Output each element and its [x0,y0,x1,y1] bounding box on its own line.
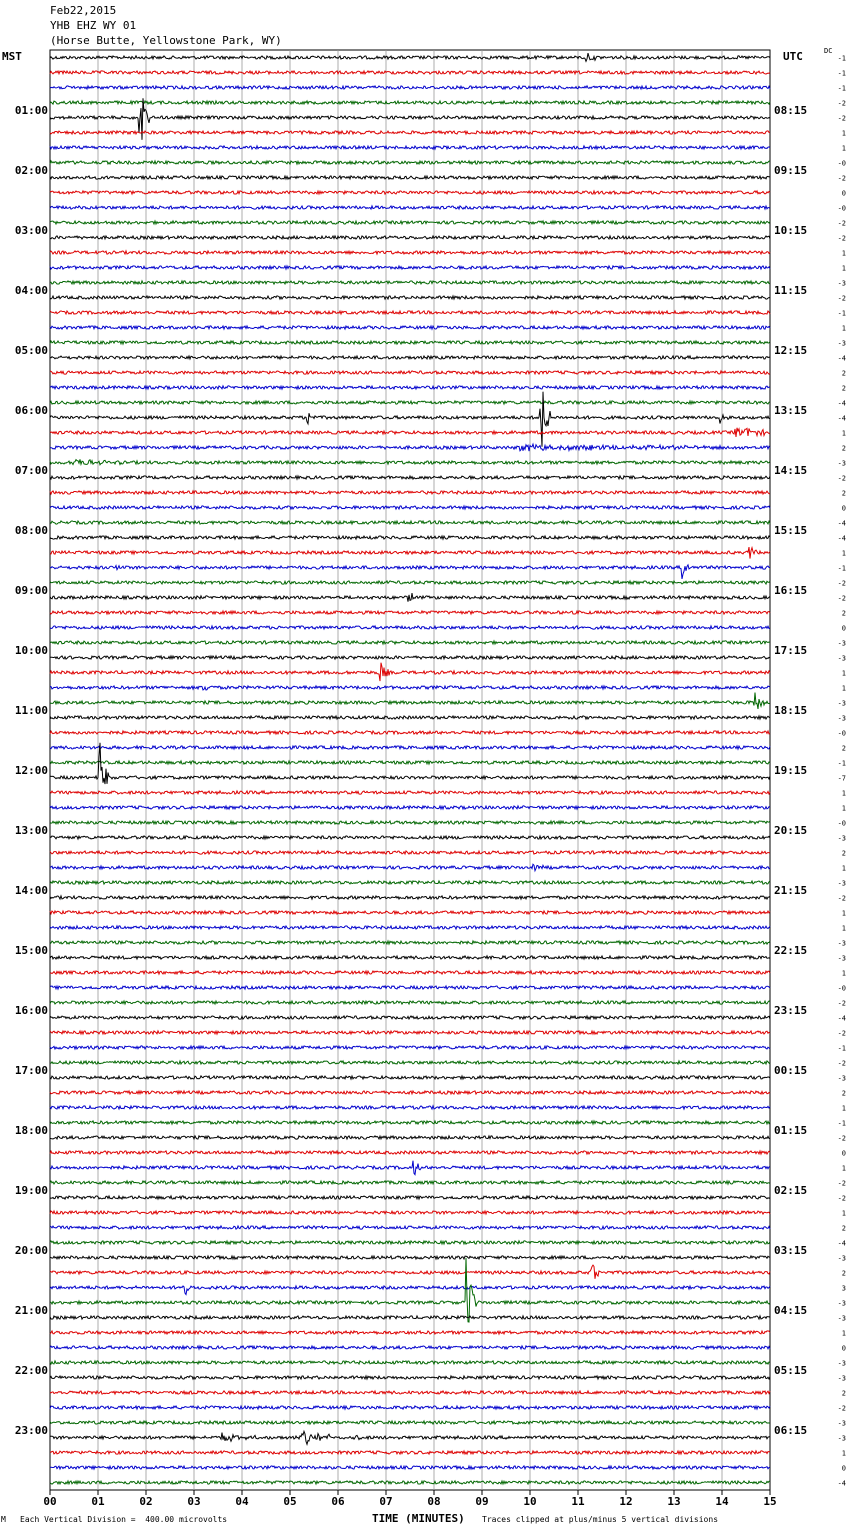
trace-row-13 [50,251,770,254]
mst-hour-label: 06:00 [14,404,48,417]
dc-offset-label: -4 [837,534,846,543]
trace-row-68 [50,1076,770,1079]
dc-offset-label: -4 [837,1014,846,1023]
dc-offset-label: -1 [837,54,846,63]
mst-hour-label: 07:00 [14,464,48,477]
trace-row-3 [50,101,770,104]
utc-hour-label: 18:15 [774,704,808,717]
dc-offset-label: -2 [837,1134,846,1143]
dc-offset-label: 0 [841,504,846,513]
x-tick-label: 04 [235,1495,249,1508]
dc-offset-label: -3 [837,1254,846,1263]
trace-row-88 [50,1376,770,1379]
trace-row-20 [50,356,770,359]
trace-row-27 [50,459,770,464]
trace-row-94 [50,1466,770,1469]
trace-row-44 [50,716,770,719]
trace-row-26 [50,444,770,451]
x-tick-label: 01 [91,1495,105,1508]
dc-offset-label: -2 [837,1179,846,1188]
dc-offset-label: -0 [837,729,846,738]
utc-hour-label: 10:15 [774,224,808,237]
trace-row-77 [50,1211,770,1214]
trace-row-83 [50,1258,770,1322]
mst-hour-label: 08:00 [14,524,48,537]
utc-hour-label: 00:15 [774,1064,808,1077]
trace-row-31 [50,521,770,524]
dc-offset-label: -2 [837,294,846,303]
mst-hour-label: 16:00 [14,1004,48,1017]
dc-offset-label: 2 [841,384,846,393]
trace-row-33 [50,547,770,559]
mst-hour-label: 13:00 [14,824,48,837]
trace-row-17 [50,311,770,314]
trace-row-86 [50,1346,770,1349]
trace-row-95 [50,1481,770,1484]
utc-hour-label: 06:15 [774,1424,808,1437]
trace-row-18 [50,326,770,329]
trace-row-57 [50,911,770,914]
dc-offset-label: 1 [841,429,846,438]
dc-offset-label: -3 [837,1419,846,1428]
right-timezone-label: UTC [783,50,803,63]
utc-hour-label: 16:15 [774,584,808,597]
trace-row-90 [50,1406,770,1409]
trace-row-49 [50,791,770,794]
trace-row-0 [50,53,770,61]
trace-row-75 [50,1181,770,1184]
dc-offset-label: -2 [837,219,846,228]
dc-offset-label: -4 [837,399,846,408]
dc-offset-label: -3 [837,834,846,843]
x-tick-label: 02 [139,1495,153,1508]
trace-row-87 [50,1361,770,1364]
dc-offset-label: -1 [837,309,846,318]
trace-row-78 [50,1226,770,1229]
dc-offset-label: -3 [837,714,846,723]
dc-offset-label: -2 [837,1194,846,1203]
dc-offset-label: 1 [841,549,846,558]
dc-offset-label: -3 [837,879,846,888]
x-tick-label: 10 [523,1495,537,1508]
utc-hour-label: 11:15 [774,284,808,297]
dc-offset-label: 1 [841,129,846,138]
trace-row-55 [50,881,770,884]
x-tick-label: 00 [43,1495,57,1508]
dc-offset-label: 3 [841,1284,846,1293]
trace-row-51 [50,821,770,824]
trace-row-10 [50,206,770,209]
utc-hour-label: 22:15 [774,944,808,957]
trace-row-82 [50,1286,770,1295]
dc-offset-label: 0 [841,624,846,633]
trace-row-84 [50,1316,770,1319]
dc-offset-label: -3 [837,1299,846,1308]
utc-hour-label: 23:15 [774,1004,808,1017]
trace-row-22 [50,386,770,389]
dc-offset-label: -3 [837,1074,846,1083]
trace-row-32 [50,536,770,539]
mst-hour-label: 21:00 [14,1304,48,1317]
trace-row-23 [50,401,770,404]
trace-row-58 [50,926,770,929]
mst-hour-label: 18:00 [14,1124,48,1137]
x-tick-label: 14 [715,1495,729,1508]
corner-mark: M [1,1515,6,1524]
trace-row-29 [50,491,770,494]
utc-hour-label: 08:15 [774,104,808,117]
dc-offset-label: -2 [837,474,846,483]
dc-offset-label: -2 [837,894,846,903]
mst-hour-label: 09:00 [14,584,48,597]
trace-row-46 [50,746,770,749]
dc-offset-label: -0 [837,819,846,828]
dc-offset-label: 1 [841,1209,846,1218]
trace-row-47 [50,761,770,764]
trace-row-39 [50,641,770,644]
dc-offset-label: -1 [837,1119,846,1128]
mst-hour-label: 12:00 [14,764,48,777]
dc-offset-label: -3 [837,654,846,663]
trace-row-21 [50,371,770,374]
dc-offset-label: 1 [841,1449,846,1458]
dc-offset-label: 2 [841,444,846,453]
dc-offset-label: 1 [841,909,846,918]
dc-offset-label: 1 [841,669,846,678]
dc-offset-label: -7 [837,774,846,783]
dc-offset-label: -0 [837,204,846,213]
dc-offset-label: 2 [841,1389,846,1398]
utc-hour-label: 20:15 [774,824,808,837]
x-tick-label: 13 [667,1495,681,1508]
mst-hour-label: 03:00 [14,224,48,237]
dc-offset-label: -0 [837,159,846,168]
mst-hour-label: 14:00 [14,884,48,897]
dc-offset-label: -2 [837,1059,846,1068]
dc-offset-label: 1 [841,249,846,258]
trace-row-14 [50,266,770,269]
dc-offset-label: -2 [837,999,846,1008]
dc-offset-label: -3 [837,1434,846,1443]
trace-row-62 [50,986,770,989]
x-tick-label: 03 [187,1495,201,1508]
dc-offset-label: -1 [837,69,846,78]
utc-hour-label: 14:15 [774,464,808,477]
trace-row-72 [50,1136,770,1139]
trace-row-91 [50,1421,770,1424]
trace-row-6 [50,146,770,149]
dc-offset-label: -3 [837,279,846,288]
trace-row-45 [50,731,770,734]
trace-row-65 [50,1031,770,1034]
mst-hour-label: 19:00 [14,1184,48,1197]
dc-offset-label: -2 [837,234,846,243]
mst-hour-label: 17:00 [14,1064,48,1077]
chart-date: Feb22,2015 [50,4,117,17]
trace-row-16 [50,296,770,299]
x-tick-label: 06 [331,1495,345,1508]
dc-offset-label: -3 [837,639,846,648]
dc-offset-label: -2 [837,579,846,588]
mst-hour-label: 05:00 [14,344,48,357]
trace-row-74 [50,1161,770,1175]
trace-row-5 [50,131,770,134]
x-tick-label: 15 [763,1495,777,1508]
trace-row-35 [50,581,770,584]
dc-offset-label: -3 [837,1314,846,1323]
dc-offset-label: 2 [841,1224,846,1233]
trace-row-41 [50,663,770,681]
dc-offset-label: -2 [837,1029,846,1038]
dc-offset-label: -4 [837,354,846,363]
utc-hour-label: 01:15 [774,1124,808,1137]
dc-offset-label: -3 [837,459,846,468]
dc-offset-label: -3 [837,339,846,348]
trace-row-63 [50,1001,770,1004]
mst-hour-label: 04:00 [14,284,48,297]
trace-row-19 [50,341,770,344]
dc-offset-label: -0 [837,984,846,993]
dc-offset-label: 1 [841,864,846,873]
trace-row-11 [50,221,770,224]
mst-hour-label: 02:00 [14,164,48,177]
utc-hour-label: 02:15 [774,1184,808,1197]
dc-offset-label: -4 [837,1239,846,1248]
x-tick-label: 12 [619,1495,633,1508]
dc-offset-label: -2 [837,114,846,123]
dc-offset-label: 2 [841,849,846,858]
trace-row-38 [50,626,770,629]
dc-offset-label: -2 [837,174,846,183]
trace-row-37 [50,611,770,614]
utc-hour-label: 05:15 [774,1364,808,1377]
dc-offset-label: -4 [837,414,846,423]
trace-row-64 [50,1016,770,1019]
trace-row-81 [50,1265,770,1279]
station-code: YHB EHZ WY 01 [50,19,137,32]
dc-offset-label: 1 [841,1329,846,1338]
trace-row-50 [50,806,770,809]
dc-offset-label: -2 [837,1404,846,1413]
trace-row-54 [50,864,770,871]
trace-row-85 [50,1331,770,1334]
dc-offset-label: 0 [841,1464,846,1473]
dc-offset-label: 2 [841,1269,846,1278]
dc-offset-label: -3 [837,954,846,963]
mst-hour-label: 11:00 [14,704,48,717]
dc-offset-label: -4 [837,1479,846,1488]
trace-row-89 [50,1391,770,1394]
dc-offset-label: -1 [837,564,846,573]
x-tick-label: 05 [283,1495,297,1508]
dc-label: DC [824,47,833,55]
trace-row-66 [50,1046,770,1049]
trace-row-1 [50,71,770,74]
left-timezone-label: MST [2,50,22,63]
scale-note: Each Vertical Division = 400.00 microvolts [20,1515,228,1524]
dc-offset-label: -4 [837,519,846,528]
trace-row-59 [50,941,770,944]
dc-offset-label: 0 [841,1149,846,1158]
trace-row-69 [50,1091,770,1094]
dc-offset-label: 2 [841,609,846,618]
mst-hour-label: 01:00 [14,104,48,117]
trace-row-80 [50,1256,770,1259]
trace-row-12 [50,236,770,239]
dc-offset-label: 1 [841,684,846,693]
trace-row-76 [50,1196,770,1199]
mst-hour-label: 23:00 [14,1424,48,1437]
dc-offset-label: 2 [841,369,846,378]
dc-offset-label: 0 [841,189,846,198]
dc-offset-label: 1 [841,789,846,798]
dc-offset-label: 2 [841,1089,846,1098]
trace-row-15 [50,281,770,284]
trace-row-79 [50,1241,770,1244]
dc-offset-label: 1 [841,324,846,333]
dc-offset-label: 1 [841,804,846,813]
utc-hour-label: 13:15 [774,404,808,417]
dc-offset-label: -1 [837,84,846,93]
utc-hour-label: 09:15 [774,164,808,177]
dc-offset-label: -3 [837,1359,846,1368]
trace-row-56 [50,896,770,899]
trace-row-60 [50,956,770,959]
trace-row-67 [50,1061,770,1064]
mst-hour-label: 20:00 [14,1244,48,1257]
dc-offset-label: -3 [837,699,846,708]
trace-row-8 [50,176,770,179]
trace-row-34 [50,565,770,579]
dc-offset-label: 1 [841,264,846,273]
dc-offset-label: -3 [837,939,846,948]
trace-row-61 [50,971,770,974]
trace-row-36 [50,593,770,602]
dc-offset-label: 2 [841,489,846,498]
trace-row-2 [50,86,770,89]
dc-offset-label: -1 [837,759,846,768]
utc-hour-label: 17:15 [774,644,808,657]
trace-row-53 [50,851,770,854]
trace-row-73 [50,1151,770,1154]
utc-hour-label: 19:15 [774,764,808,777]
dc-offset-label: -3 [837,1374,846,1383]
utc-hour-label: 15:15 [774,524,808,537]
utc-hour-label: 21:15 [774,884,808,897]
x-tick-label: 09 [475,1495,489,1508]
trace-row-7 [50,161,770,164]
mst-hour-label: 15:00 [14,944,48,957]
dc-offset-label: 1 [841,1104,846,1113]
trace-row-43 [50,693,770,709]
dc-offset-label: -2 [837,99,846,108]
dc-offset-label: 1 [841,924,846,933]
dc-offset-label: -2 [837,594,846,603]
dc-offset-label: 1 [841,1164,846,1173]
utc-hour-label: 03:15 [774,1244,808,1257]
station-location: (Horse Butte, Yellowstone Park, WY) [50,34,282,47]
trace-row-25 [50,428,770,437]
utc-hour-label: 04:15 [774,1304,808,1317]
trace-row-30 [50,506,770,509]
dc-offset-label: 0 [841,1344,846,1353]
mst-hour-label: 22:00 [14,1364,48,1377]
trace-row-71 [50,1121,770,1124]
trace-row-70 [50,1106,770,1109]
dc-offset-label: -1 [837,1044,846,1053]
mst-hour-label: 10:00 [14,644,48,657]
trace-row-42 [50,686,770,690]
x-tick-label: 11 [571,1495,585,1508]
trace-row-9 [50,191,770,194]
dc-offset-label: 1 [841,144,846,153]
trace-row-92 [50,1431,770,1444]
trace-row-28 [50,476,770,479]
trace-row-24 [50,392,770,447]
x-tick-label: 08 [427,1495,441,1508]
dc-offset-label: 1 [841,969,846,978]
clip-note: Traces clipped at plus/minus 5 vertical divisions [482,1515,719,1524]
trace-row-52 [50,836,770,839]
trace-row-40 [50,656,770,659]
x-tick-label: 07 [379,1495,393,1508]
x-axis-title: TIME (MINUTES) [372,1512,465,1525]
dc-offset-label: 2 [841,744,846,753]
utc-hour-label: 12:15 [774,344,808,357]
trace-row-93 [50,1451,770,1454]
